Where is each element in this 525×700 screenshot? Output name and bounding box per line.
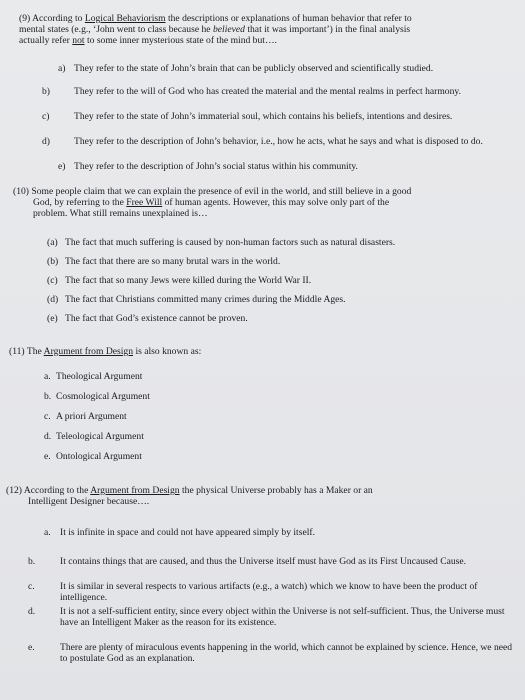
stem-text: actually refer (19, 35, 70, 47)
stem-text: of human agents. However, this may solve only part of the (164, 197, 390, 209)
question-9-option-d (42, 136, 494, 147)
option-label: c. (28, 581, 35, 592)
question-12-option-b (28, 556, 500, 567)
question-11-option-b (44, 391, 344, 402)
option-label: d) (42, 136, 50, 147)
option-label: c) (42, 111, 50, 122)
stem-text: the physical Universe probably has a Maker or an (181, 485, 373, 496)
option-label: a. (44, 527, 51, 538)
option-text: It is not a self-sufficient entity, since every object within the Universe is not self-sufficient. Thus, the Universe must have an Intelligent Maker as the reason for its existence. (60, 606, 505, 629)
underlined-term: Argument from Design (43, 346, 134, 357)
question-10-stem (13, 186, 503, 220)
question-12-option-d (28, 606, 510, 629)
option-label: a) (58, 63, 66, 74)
question-12-option-a (44, 527, 494, 538)
question-10-option-d (47, 294, 497, 305)
stem-text: God, by referring to the (33, 197, 124, 209)
stem-text: Intelligent Designer because…. (28, 496, 150, 508)
option-text: They refer to the will of God who has created the material and the mental realms in perfect harmony. (74, 86, 461, 97)
underlined-term: not (72, 35, 85, 47)
stem-text: the descriptions or explanations of human behavior that refer to (167, 13, 412, 24)
question-10-option-b (47, 256, 497, 267)
option-text: They refer to the state of John’s brain that can be publicly observed and scientifically studied. (74, 63, 434, 74)
option-label: (b) (47, 256, 59, 267)
question-11-stem (9, 346, 489, 357)
option-text: Teleological Argument (56, 431, 144, 442)
option-text: There are plenty of miraculous events happening in the world, which cannot be explained by science. Hence, we need to postulate God as an explanation. (60, 642, 513, 665)
option-label: e. (44, 451, 51, 462)
question-number: (10) (13, 186, 29, 197)
underlined-term: Argument from Design (90, 485, 180, 496)
stem-text: Some people claim that we can explain the presence of evil in the world, and still believe in a good (31, 186, 412, 197)
question-9-stem (19, 13, 499, 47)
option-label: (a) (47, 237, 58, 248)
underlined-term: Free Will (126, 197, 163, 209)
option-label: b. (28, 556, 36, 567)
option-text: They refer to the description of John’s behavior, i.e., how he acts, what he says and what is disposed to do. (74, 136, 483, 147)
stem-text: is also known as: (135, 346, 202, 357)
stem-text: According to the (23, 485, 89, 496)
option-text: The fact that much suffering is caused by non-human factors such as natural disasters. (65, 237, 396, 248)
option-label: d. (44, 431, 52, 442)
option-text: They refer to the description of John’s social status within his community. (74, 161, 358, 172)
option-text: A priori Argument (56, 411, 127, 422)
question-9-option-a (58, 63, 498, 74)
stem-text: to some inner mysterious state of the mind but…. (86, 35, 277, 47)
option-text: The fact that God’s existence cannot be proven. (65, 313, 248, 324)
option-text: It is similar in several respects to various artifacts (e.g., a watch) which we know to have been the product of intelligence. (60, 581, 478, 604)
italic-term: believed (212, 24, 245, 36)
question-11-option-d (44, 431, 344, 442)
option-text: Cosmological Argument (56, 391, 150, 402)
option-label: e) (58, 161, 66, 172)
option-label: b) (42, 86, 50, 97)
option-label: d. (28, 606, 36, 617)
question-number: (11) (9, 346, 25, 357)
option-label: e. (28, 642, 35, 653)
stem-text: According to (32, 13, 83, 24)
question-11-option-a (44, 371, 344, 382)
option-text: It contains things that are caused, and thus the Universe itself must have God as its First Uncaused Cause. (60, 556, 467, 567)
underlined-term: Logical Behaviorism (84, 13, 166, 24)
question-10-option-e (47, 313, 497, 324)
option-text: Ontological Argument (56, 451, 142, 462)
question-12-option-e (28, 642, 520, 665)
option-label: c. (44, 411, 51, 422)
question-11-option-c (44, 411, 344, 422)
question-9-option-b (42, 86, 494, 97)
question-10-option-c (47, 275, 497, 286)
stem-text: problem. What still remains unexplained is… (33, 208, 208, 220)
option-label: a. (44, 371, 51, 382)
option-text: It is infinite in space and could not have appeared simply by itself. (60, 527, 315, 538)
option-text: Theological Argument (56, 371, 143, 382)
option-label: (e) (47, 313, 58, 324)
stem-text: mental states (e.g., ‘John went to class because he (19, 24, 211, 36)
question-9-option-e (58, 161, 498, 172)
question-number: (12) (6, 485, 22, 496)
option-label: (d) (47, 294, 59, 305)
question-number: (9) (19, 13, 31, 24)
stem-text: The (26, 346, 42, 357)
option-text: The fact that Christians committed many crimes during the Middle Ages. (65, 294, 346, 305)
option-text: They refer to the state of John’s immaterial soul, which contains his beliefs, intentions and desires. (74, 111, 453, 122)
option-text: The fact that there are so many brutal wars in the world. (65, 256, 281, 267)
question-12-option-c (28, 581, 500, 604)
option-text: The fact that so many Jews were killed during the World War II. (65, 275, 312, 286)
question-10-option-a (47, 237, 497, 248)
stem-text: that it was important’) in the final analysis (247, 24, 411, 36)
question-11-option-e (44, 451, 344, 462)
question-9-option-c (42, 111, 494, 122)
option-label: (c) (47, 275, 58, 286)
question-12-stem (6, 485, 506, 507)
option-label: b. (44, 391, 52, 402)
